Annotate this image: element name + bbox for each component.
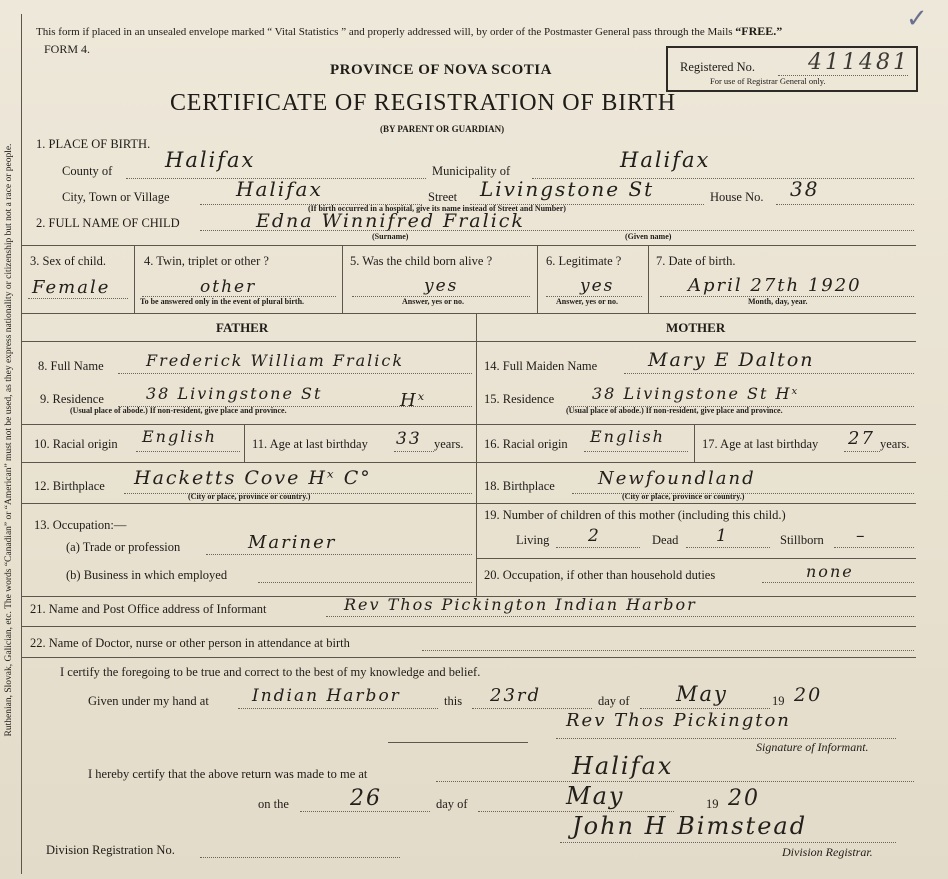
page-subtitle: (BY PARENT OR GUARDIAN) <box>380 124 505 134</box>
informant-signature-line <box>556 738 896 739</box>
mother-age-value: 27 <box>848 428 875 449</box>
page-title: CERTIFICATE OF REGISTRATION OF BIRTH <box>170 90 676 116</box>
county-label: County of <box>62 164 113 178</box>
child-name-label: 2. FULL NAME OF CHILD <box>36 216 180 230</box>
registered-label: Registered No. <box>680 60 755 74</box>
on-the-value: 26 <box>350 786 382 811</box>
occupation-label: 13. Occupation:— <box>34 518 127 532</box>
surname-note: (Surname) <box>372 232 409 241</box>
father-racial-value: English <box>142 427 217 446</box>
registered-box <box>666 46 918 92</box>
free-label: “FREE.” <box>735 24 783 38</box>
residence-under-line <box>22 424 916 425</box>
living-value: 2 <box>588 526 601 546</box>
business-label: (b) Business in which employed <box>66 568 228 582</box>
province-heading: PROVINCE OF NOVA SCOTIA <box>330 62 552 78</box>
child-name-value: Edna Winnifred Fralick <box>256 210 525 232</box>
living-line <box>556 547 640 548</box>
day-of-label-2: day of <box>436 797 468 811</box>
mother-racial-value: English <box>590 427 665 446</box>
dead-value: 1 <box>716 526 729 546</box>
county-value: Halifax <box>165 148 256 172</box>
form-number: FORM 4. <box>44 42 91 56</box>
children-under-line <box>476 558 916 559</box>
informant-signature: Rev Thos Pickington <box>566 710 791 731</box>
twin-label: 4. Twin, triplet or other ? <box>144 254 269 268</box>
father-age-label: 11. Age at last birthday <box>252 437 368 451</box>
city-label: City, Town or Village <box>62 190 170 204</box>
return-place-value: Halifax <box>572 752 674 780</box>
father-name-value: Frederick William Fralick <box>146 351 405 370</box>
birthplace-under-line <box>22 503 916 504</box>
mail-notice-text: This form if placed in an unsealed envelope marked “ Vital Statistics ” and properly addressed will, by order of the Postmaster General pass through the Mails <box>36 26 733 38</box>
mother-residence-label: 15. Residence <box>484 392 555 406</box>
row3-div3 <box>537 245 538 313</box>
legitimate-label: 6. Legitimate ? <box>546 254 622 268</box>
mother-racial-label: 16. Racial origin <box>484 437 568 451</box>
division-registration-line <box>200 857 400 858</box>
doctor-under-line <box>22 657 916 658</box>
return-label: I hereby certify that the above return was made to me at <box>88 767 368 781</box>
mother-residence-note: (Usual place of abode.) If non-resident, give place and province. <box>566 406 783 415</box>
stillborn-line <box>834 547 914 548</box>
municipality-label: Municipality of <box>432 164 511 178</box>
informant-under-line <box>22 626 916 627</box>
father-residence-value: 38 Livingstone St <box>146 384 323 403</box>
city-value: Halifax <box>236 177 323 201</box>
year2-prefix: 19 <box>706 797 719 811</box>
mother-racial-line <box>584 451 688 452</box>
mother-name-label: 14. Full Maiden Name <box>484 359 598 373</box>
father-years-label: years. <box>434 437 464 451</box>
twin-value: other <box>200 277 257 297</box>
informant-label: 21. Name and Post Office address of Informant <box>30 602 267 616</box>
day-line <box>472 708 592 709</box>
father-racial-divider <box>244 424 245 462</box>
mother-birthplace-value: Newfoundland <box>598 468 756 489</box>
stillborn-value: – <box>856 526 867 546</box>
legitimate-note: Answer, yes or no. <box>556 297 619 306</box>
year2-value: 20 <box>728 786 760 811</box>
this-label: this <box>444 694 463 708</box>
mother-age-line <box>844 451 880 452</box>
given-place-value: Indian Harbor <box>252 686 401 706</box>
day-of-label: day of <box>598 694 630 708</box>
date-note: Month, day, year. <box>748 297 808 306</box>
registrar-signature-line <box>560 842 896 843</box>
doctor-label: 22. Name of Doctor, nurse or other person in attendance at birth <box>30 636 350 650</box>
mother-occupation-line <box>762 582 914 583</box>
house-line <box>776 204 914 205</box>
given-name-note: (Given name) <box>625 232 672 241</box>
municipality-value: Halifax <box>620 148 711 172</box>
date-value: April 27th 1920 <box>688 275 862 296</box>
mother-racial-divider <box>694 424 695 462</box>
father-racial-label: 10. Racial origin <box>34 437 118 451</box>
house-label: House No. <box>710 190 764 204</box>
row3-div2 <box>342 245 343 313</box>
street-label: Street <box>428 190 458 204</box>
date-label: 7. Date of birth. <box>656 254 736 268</box>
trade-value: Mariner <box>248 532 337 553</box>
dead-line <box>686 547 770 548</box>
business-line <box>258 582 472 583</box>
on-the-line <box>300 811 430 812</box>
informant-line <box>326 616 914 617</box>
day-value: 23rd <box>490 685 542 706</box>
return-place-line <box>436 781 914 782</box>
check-mark-icon: ✓ <box>906 4 928 34</box>
alive-note: Answer, yes or no. <box>402 297 465 306</box>
mother-heading: MOTHER <box>666 320 726 335</box>
father-residence-extra: Hˣ <box>400 390 427 411</box>
side-border <box>21 14 22 874</box>
mother-birthplace-note: (City or place, province or country.) <box>622 492 745 501</box>
mother-occupation-value: none <box>806 562 854 581</box>
certify-statement: I certify the foregoing to be true and correct to the best of my knowledge and belief. <box>60 665 481 679</box>
given-under-label: Given under my hand at <box>88 694 209 708</box>
alive-label: 5. Was the child born alive ? <box>350 254 493 268</box>
informant-value: Rev Thos Pickington Indian Harbor <box>344 595 697 614</box>
father-name-label: 8. Full Name <box>38 359 104 373</box>
mother-occupation-label: 20. Occupation, if other than household duties <box>484 568 716 582</box>
month-line <box>640 708 770 709</box>
registered-note: For use of Registrar General only. <box>710 76 826 86</box>
trade-line <box>206 554 472 555</box>
children-label: 19. Number of children of this mother (including this child.) <box>484 508 786 522</box>
mother-name-value: Mary E Dalton <box>648 349 815 371</box>
given-place-line <box>238 708 438 709</box>
father-birthplace-value: Hacketts Cove Hˣ C° <box>134 467 372 489</box>
father-heading: FATHER <box>216 320 269 335</box>
father-residence-note: (Usual place of abode.) If non-resident, give place and province. <box>70 406 287 415</box>
heading-under-line <box>22 341 916 342</box>
father-name-line <box>118 373 472 374</box>
mother-birthplace-label: 18. Birthplace <box>484 479 555 493</box>
month2-value: May <box>566 782 625 810</box>
mother-residence-value: 38 Livingstone St Hˣ <box>592 384 800 403</box>
house-value: 38 <box>790 177 820 201</box>
father-racial-line <box>136 451 240 452</box>
hospital-note: (If birth occurred in a hospital, give its name instead of Street and Number) <box>308 204 566 213</box>
living-label: Living <box>516 533 550 547</box>
row3-div4 <box>648 245 649 313</box>
racial-under-line <box>22 462 916 463</box>
alive-value: yes <box>424 276 459 296</box>
row3-div1 <box>134 245 135 313</box>
father-residence-label: 9. Residence <box>40 392 104 406</box>
sex-value: Female <box>32 277 111 298</box>
division-registration-label: Division Registration No. <box>46 843 175 857</box>
row3-top-line <box>22 245 916 246</box>
signature-of-informant-label: Signature of Informant. <box>756 740 869 754</box>
trade-label: (a) Trade or profession <box>66 540 181 554</box>
street-value: Livingstone St <box>480 177 655 201</box>
stillborn-label: Stillborn <box>780 533 824 547</box>
dead-label: Dead <box>652 533 679 547</box>
signature-rule <box>388 742 528 743</box>
registered-number: 411481 <box>808 50 910 75</box>
side-note <box>1 10 17 870</box>
division-registrar-label: Division Registrar. <box>782 845 873 859</box>
doctor-line <box>422 650 914 651</box>
mother-years-label: years. <box>880 437 910 451</box>
twin-note: To be answered only in the event of plural birth. <box>140 297 305 306</box>
month-value: May <box>676 682 728 706</box>
center-divider <box>476 313 477 596</box>
father-age-line <box>394 451 434 452</box>
mail-notice <box>36 24 782 39</box>
father-birthplace-note: (City or place, province or country.) <box>188 492 311 501</box>
row3-bottom-line <box>22 313 916 314</box>
registrar-signature: John H Bimstead <box>572 812 808 840</box>
father-birthplace-label: 12. Birthplace <box>34 479 105 493</box>
sex-line <box>28 298 128 299</box>
year-value: 20 <box>794 684 823 706</box>
side-note-text: Ruthenian, Slovak, Galician, etc. The words “Canadian” or “American” must not be used, as they express nationality or citizenship but not a race or people. <box>4 143 14 737</box>
father-age-value: 33 <box>396 429 422 449</box>
mother-age-label: 17. Age at last birthday <box>702 437 819 451</box>
legitimate-value: yes <box>580 276 615 296</box>
year-prefix: 19 <box>772 694 785 708</box>
place-section-label: 1. PLACE OF BIRTH. <box>36 137 151 151</box>
sex-label: 3. Sex of child. <box>30 254 107 268</box>
on-the-label: on the <box>258 797 289 811</box>
mother-name-line <box>624 373 914 374</box>
